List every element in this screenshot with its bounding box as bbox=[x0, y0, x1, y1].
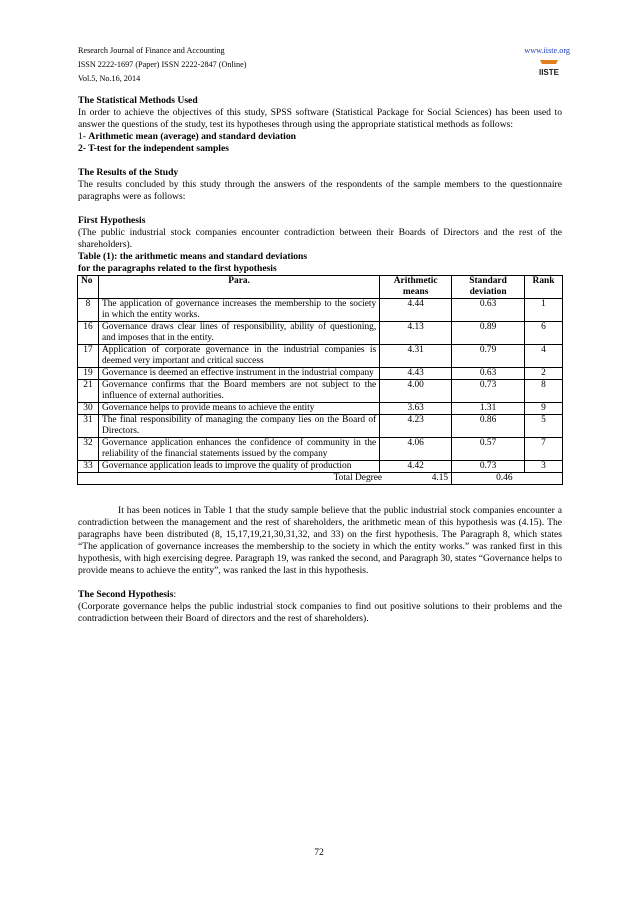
row-sd: 0.89 bbox=[452, 322, 525, 345]
row-paragraph: Governance draws clear lines of responsibility, ability of questioning, and imposes that in the entity. bbox=[98, 322, 379, 345]
row-sd: 0.79 bbox=[452, 345, 525, 368]
iiste-logo bbox=[537, 58, 561, 80]
row-rank: 1 bbox=[525, 299, 563, 322]
first-hypothesis-text: (The public industrial stock companies encounter contradiction between their Boards of Directors and the rest of the shareholders). bbox=[78, 227, 562, 250]
second-hypothesis-heading-line: The Second Hypothesis: bbox=[78, 589, 177, 600]
column-header-sd: Standard deviation bbox=[452, 276, 525, 299]
row-paragraph: Governance application leads to improve the quality of production bbox=[98, 461, 379, 473]
row-rank: 2 bbox=[525, 368, 563, 380]
table-row bbox=[78, 380, 563, 403]
table-row bbox=[78, 415, 563, 438]
column-header-mean: Arithmetic means bbox=[380, 276, 452, 299]
methods-item-1 bbox=[78, 131, 562, 143]
row-rank: 3 bbox=[525, 461, 563, 473]
row-sd: 0.73 bbox=[452, 461, 525, 473]
table-body bbox=[78, 299, 563, 473]
total-degree-label: Total Degree 4.15 bbox=[78, 473, 452, 485]
row-paragraph: Governance application enhances the confidence of community in the reliability of the financial statements issued by the company bbox=[98, 438, 379, 461]
row-number: 32 bbox=[78, 438, 99, 461]
row-rank: 9 bbox=[525, 403, 563, 415]
row-mean: 4.31 bbox=[380, 345, 452, 368]
table-row bbox=[78, 299, 563, 322]
row-paragraph: Governance is deemed an effective instrument in the industrial company bbox=[98, 368, 379, 380]
section-heading-second-hypothesis: The Second Hypothesis bbox=[78, 589, 174, 600]
page-number: 72 bbox=[314, 847, 324, 858]
journal-name: Research Journal of Finance and Accounting bbox=[78, 46, 225, 55]
row-paragraph: Governance helps to provide means to achieve the entity bbox=[98, 403, 379, 415]
item-1-number: 1- bbox=[78, 131, 89, 142]
section-heading-methods: The Statistical Methods Used bbox=[78, 95, 198, 106]
row-paragraph: Application of corporate governance in the industrial companies is deemed very important and critical success bbox=[98, 345, 379, 368]
row-mean: 3.63 bbox=[380, 403, 452, 415]
row-sd: 0.57 bbox=[452, 438, 525, 461]
total-degree-sd: 0.46 bbox=[452, 473, 563, 485]
logo-text: IISTE bbox=[538, 68, 560, 77]
journal-url-link[interactable]: www.iiste.org bbox=[524, 46, 570, 55]
row-sd: 1.31 bbox=[452, 403, 525, 415]
row-number: 8 bbox=[78, 299, 99, 322]
column-header-para: Para. bbox=[98, 276, 379, 299]
row-number: 33 bbox=[78, 461, 99, 473]
row-rank: 5 bbox=[525, 415, 563, 438]
row-mean: 4.44 bbox=[380, 299, 452, 322]
column-header-rank: Rank bbox=[525, 276, 563, 299]
row-mean: 4.13 bbox=[380, 322, 452, 345]
hypothesis-table bbox=[77, 275, 563, 485]
table-row bbox=[78, 403, 563, 415]
row-number: 31 bbox=[78, 415, 99, 438]
total-degree-mean: 4.15 bbox=[431, 473, 449, 483]
row-mean: 4.42 bbox=[380, 461, 452, 473]
row-mean: 4.06 bbox=[380, 438, 452, 461]
row-sd: 0.86 bbox=[452, 415, 525, 438]
row-sd: 0.73 bbox=[452, 380, 525, 403]
table-caption-line-1: Table (1): the arithmetic means and standard deviations bbox=[78, 251, 308, 262]
table-total-row bbox=[78, 473, 563, 485]
row-paragraph: Governance confirms that the Board members are not subject to the influence of external authorities. bbox=[98, 380, 379, 403]
row-mean: 4.43 bbox=[380, 368, 452, 380]
row-number: 30 bbox=[78, 403, 99, 415]
table-header-row bbox=[78, 276, 563, 299]
table-row bbox=[78, 438, 563, 461]
row-paragraph: The final responsibility of managing the company lies on the Board of Directors. bbox=[98, 415, 379, 438]
row-mean: 4.00 bbox=[380, 380, 452, 403]
table-row bbox=[78, 461, 563, 473]
table-row bbox=[78, 368, 563, 380]
second-hypothesis-text: (Corporate governance helps the public industrial stock companies to find out positive solutions to their problems and the contradiction between their Board of directors and the rest of shareholders). bbox=[78, 601, 562, 624]
row-sd: 0.63 bbox=[452, 368, 525, 380]
results-paragraph: The results concluded by this study through the answers of the respondents of the sample members to the questionnaire paragraphs were as follows: bbox=[78, 179, 562, 202]
row-rank: 7 bbox=[525, 438, 563, 461]
table-caption-line-2: for the paragraphs related to the first hypothesis bbox=[78, 263, 277, 274]
section-heading-first-hypothesis: First Hypothesis bbox=[78, 215, 146, 226]
table-row bbox=[78, 322, 563, 345]
main-content bbox=[78, 95, 562, 625]
table-row bbox=[78, 345, 563, 368]
discussion-paragraph: It has been notices in Table 1 that the study sample believe that the public industrial stock companies encounter a contradiction between the management and the rest of shareholders, the arithmetic mean of this hypothesis was (4.15). The paragraphs have been distributed (8, 15,17,19,21,30,31,32, and 33) on the first hypothesis. The Paragraph 8, which states “The application of governance increases the membership to the society in which the entity works.” was ranked first in this hypothesis, with high exercising degree. Paragraph 19, was ranked the second, and Paragraph 30, states “Governance helps to provide means to achieve the entity”, was ranked the last in this hypothesis. bbox=[78, 505, 562, 576]
row-number: 19 bbox=[78, 368, 99, 380]
row-rank: 8 bbox=[525, 380, 563, 403]
column-header-no: No bbox=[78, 276, 99, 299]
row-rank: 6 bbox=[525, 322, 563, 345]
methods-item-2: 2- T-test for the independent samples bbox=[78, 143, 229, 154]
row-paragraph: The application of governance increases the membership to the society in which the entity works. bbox=[98, 299, 379, 322]
methods-paragraph: In order to achieve the objectives of this study, SPSS software (Statistical Package for Social Sciences) has been used to answer the questions of the study, test its hypotheses through using the appropriate statistical methods as follows: bbox=[78, 107, 562, 130]
item-1-text: Arithmetic mean (average) and standard deviation bbox=[88, 131, 296, 142]
row-mean: 4.23 bbox=[380, 415, 452, 438]
row-rank: 4 bbox=[525, 345, 563, 368]
row-number: 17 bbox=[78, 345, 99, 368]
section-heading-results: The Results of the Study bbox=[78, 167, 179, 178]
row-sd: 0.63 bbox=[452, 299, 525, 322]
row-number: 16 bbox=[78, 322, 99, 345]
issn-line: ISSN 2222-1697 (Paper) ISSN 2222-2847 (Online) bbox=[78, 60, 247, 69]
volume-line: Vol.5, No.16, 2014 bbox=[78, 74, 141, 83]
row-number: 21 bbox=[78, 380, 99, 403]
